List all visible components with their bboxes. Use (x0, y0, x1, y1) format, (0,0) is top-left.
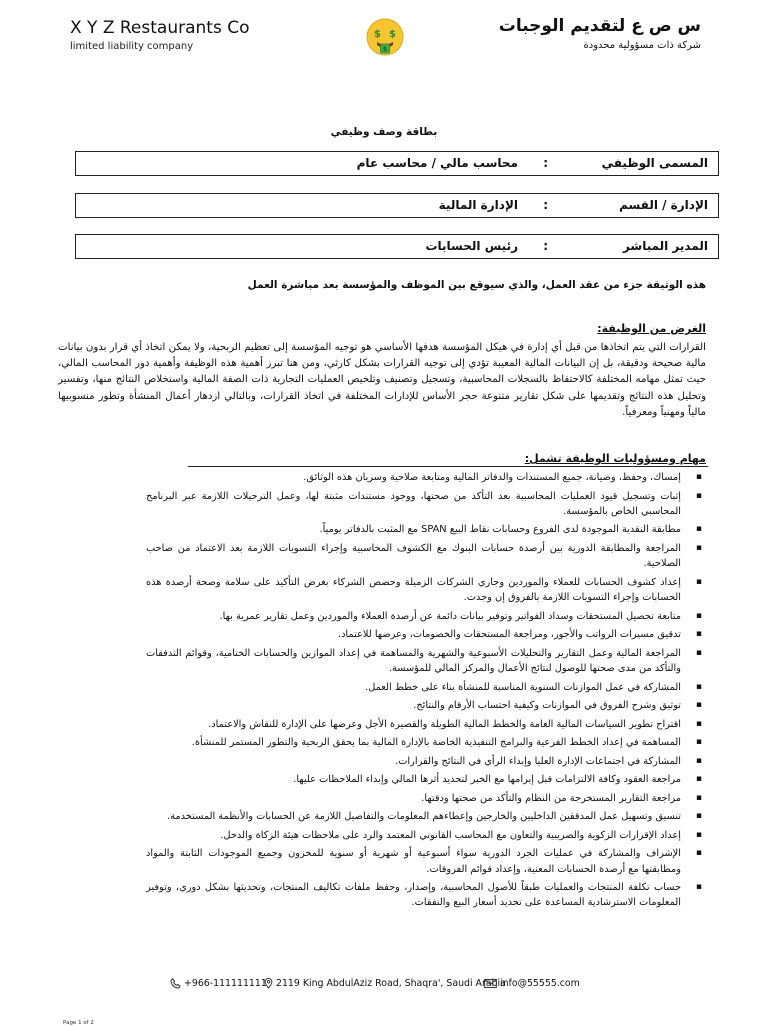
duty-item: ▪ المشاركة في عمل الموازنات السنوية المناسبة للمنشأة بناء على خطط العمل. (146, 680, 706, 695)
location-pin-icon (264, 978, 273, 989)
duty-item: ▪ المساهمة في إعداد الخطط الفرعية والبرامج التنفيذية الخاصة بالإدارة المالية بما يحقق الربحية والتطور المستمر للمنشأة. (146, 735, 706, 750)
footer-address (264, 978, 506, 989)
duty-item: ▪ اقتراح تطوير السياسات المالية العامة والخطط المالية الطويلة والقصيرة الأجل وعرضها على الإدارة للنقاش والاعتماد. (146, 717, 706, 732)
field-value: الإدارة المالية (438, 198, 518, 212)
duty-item: ▪ توثيق وشرح الفروق في الموازنات وكيفية احتساب الأرقام والنتائج. (146, 698, 706, 713)
duties-list (146, 470, 706, 914)
duty-item: ▪ متابعة تحصيل المستحقات وسداد الفواتير وتوفير بيانات دائمة عن أرصدة العملاء والموردين وعمل تقارير عمرية بها. (146, 609, 706, 624)
field-label: المسمى الوظيفي (601, 156, 708, 170)
email-address: info@55555.com (500, 978, 580, 989)
heading-rule (188, 466, 708, 467)
department-field (75, 193, 719, 218)
document-title: بطاقة وصف وظيفي (330, 126, 438, 138)
field-value: محاسب مالي / محاسب عام (356, 156, 518, 170)
field-colon: : (543, 198, 548, 212)
duty-item: ▪ مطابقة النقدية الموجودة لدى الفروع وحسابات نقاط البيع SPAN مع المثبت بالدفاتر يومياً. (146, 522, 706, 537)
envelope-icon (484, 979, 497, 988)
duty-item: ▪ إعداد كشوف الحسابات للعملاء والموردين وجاري الشركات الزميلة وحصص الشركاء بغرض التأكيد على سلامة وصحة أرصدة هذه الحسابات وإجراء التسويات اللازمة بالفروق إن وجدت. (146, 575, 706, 606)
contract-notice: هذه الوثيقة جزء من عقد العمل، والذي سيوقع بين الموظف والمؤسسة بعد مباشرة العمل (247, 279, 706, 291)
job-title-field (75, 151, 719, 176)
footer-contact-bar (0, 975, 768, 995)
duty-item: ▪ تنسيق وتسهيل عمل المدققين الداخليين والخارجين وإعطاءهم المعلومات والتفاصيل اللازمة عن الحسابات والأنظمة المستخدمة. (146, 809, 706, 824)
duty-item: ▪ إعداد الإقرارات الزكوية والضريبية والتعاون مع المحاسب القانوني المعتمد والرد على ملاحظات هيئة الزكاة والدخل. (146, 828, 706, 843)
phone-number: +966-111111111 (184, 978, 267, 989)
money-mouth-face-icon (366, 18, 404, 56)
svg-text:$: $ (389, 29, 396, 40)
company-type-en: limited liability company (70, 41, 194, 52)
field-label: المدير المباشر (622, 239, 708, 253)
field-colon: : (543, 239, 548, 253)
duty-item: ▪ مراجعة العقود وكافة الالتزامات قبل إبرامها مع الخبر لتحديد أثرها المالي وإبداء الملاحظات عليها. (146, 772, 706, 787)
company-name-ar: س ص ع لتقديم الوجبات (498, 16, 701, 36)
direct-manager-field (75, 234, 719, 259)
company-name-en: X Y Z Restaurants Co (70, 18, 250, 38)
duty-item: ▪ إمساك، وحفظ، وصيانة، جميع المستندات والدفاتر المالية ومتابعة صلاحية وسريان هذه الوثائق. (146, 470, 706, 485)
duty-item: ▪ الإشراف والمشاركة في عمليات الجرد الدورية سواء أسبوعية أو شهرية أو سنوية للمخزون وجميع الموجودات الثابتة والمواد ومطابقتها مع أرصدة الحسابات المعنية، وإعداد قوائم الفروقات. (146, 846, 706, 877)
duty-item: ▪ إثبات وتسجيل قيود العمليات المحاسبية بعد التأكد من صحتها، ووجود مستندات مثبتة لها، وعمل الترحيلات اللازمة عبر البرنامج المحاسبي الخاص بالمؤسسة. (146, 489, 706, 520)
duty-item: ▪ المراجعة المالية وعمل التقارير والتحليلات الأسبوعية والشهرية والمساهمة في إعداد الموازين والحسابات الختامية، وقوائم التدفقات والتأكد من مدى صحتها للوصول لنتائج الأعمال والمركز المالي للمؤسسة. (146, 646, 706, 677)
footer-phone (170, 978, 267, 989)
duty-item: ▪ حساب تكلفة المنتجات والعمليات طبقاً للأصول المحاسبية، وإصدار، وحفظ ملفات تكاليف المنتجات، وتحديثها بشكل دوري، وتوفير المعلومات الاسترشادية المساعدة على تحديد أسعار البيع والنفقات. (146, 880, 706, 911)
page-number: Page 1 of 2 (63, 1020, 94, 1026)
purpose-paragraph: القرارات التي يتم اتخاذها من قبل أي إدارة في هيكل المؤسسة هدفها الأساسي هو توجيه المؤسسة إلى تعظيم الربحية، ولا يمكن اتخاذ أي قرار بدون بيانات مالية صحيحة ودقيقة، بل إن البيانات المالية المعيبة تؤدي إلى توجيه القرارات بشكل كارثي، ومن هنا تبرز أهمية هذه الوظيفة وأهمية دور المحاسب المالي، حيث تمثل مهامه المختلفة كالاحتفاظ بالسجلات المحاسبية، وتسجيل وتصنيف وتلخيص العمليات التجارية ذات الصفة المالية واستخلاص النتائج منها، وتفسير وتحليل هذه النتائج وتقديمها على شكل تقارير متنوعة حجر الأساس للإدارات المختلفة في اتخاذ القرارات، وبالتالي ازدهار أعمال المنشأة وتطور منسوبيها مالياً ومهنياً ومعرفياً. (58, 342, 706, 418)
field-colon: : (543, 156, 548, 170)
purpose-heading: الغرض من الوظيفة: (597, 322, 706, 335)
duty-item: ▪ مراجعة التقارير المستخرجة من النظام والتأكد من صحتها ودقتها. (146, 791, 706, 806)
duty-item: ▪ المشاركة في اجتماعات الإدارة العليا وإبداء الرأي في النتائج والقرارات. (146, 754, 706, 769)
phone-icon (170, 978, 181, 989)
svg-text:$: $ (374, 29, 381, 40)
duties-heading: مهام ومسؤوليات الوظيفة تشمل: (524, 452, 706, 465)
field-value: رئيس الحسابات (425, 239, 518, 253)
letterhead (0, 0, 768, 80)
footer-email (484, 978, 580, 989)
duty-item: ▪ المراجعة والمطابقة الدورية بين أرصدة حسابات البنوك مع الكشوف المحاسبية وإجراء التسويات اللازمة بعد الاعتماد من صاحب الصلاحية. (146, 541, 706, 572)
company-type-ar: شركة ذات مسؤولية محدودة (583, 40, 701, 51)
field-label: الإدارة / القسم (619, 198, 708, 212)
address-text: 2119 King AbdulAziz Road, Shaqra', Saudi Arabia (276, 978, 506, 989)
duty-item: ▪ تدقيق مسيرات الرواتب والأجور، ومراجعة المستحقات والخصومات، وعرضها للاعتماد. (146, 627, 706, 642)
svg-text:$: $ (382, 46, 388, 53)
